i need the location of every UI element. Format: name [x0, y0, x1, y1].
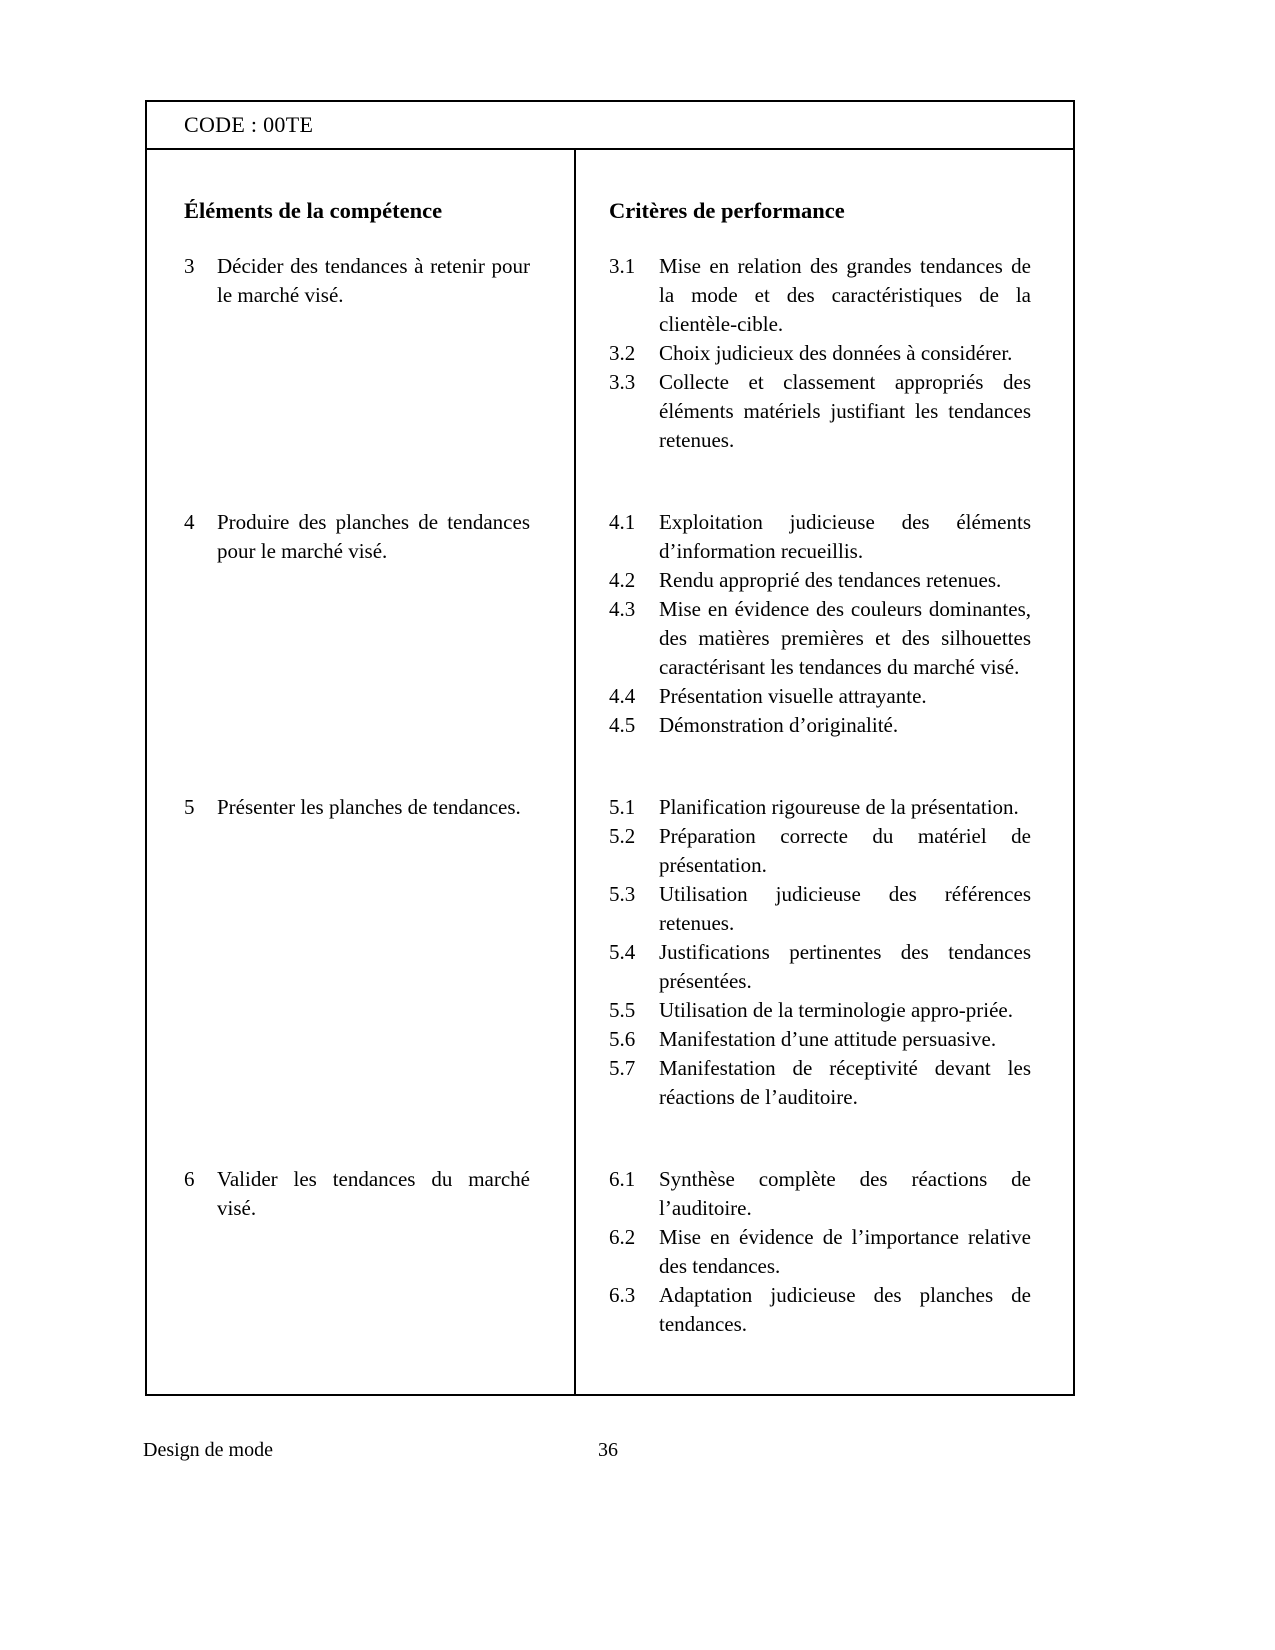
- left-column-header: [147, 150, 574, 226]
- criteria-group: [574, 482, 1073, 767]
- criterion-number: 3.1: [609, 254, 636, 278]
- criterion-number: 4.2: [609, 568, 636, 592]
- element-number: 6: [184, 1167, 195, 1191]
- element-row: [147, 226, 574, 482]
- criterion-text: Justifications pertinentes des tendances présentées.: [659, 940, 1031, 993]
- element-text: Valider les tendances du marché visé.: [217, 1167, 530, 1220]
- criterion-number: 4.5: [609, 713, 636, 737]
- criterion-number: 3.2: [609, 341, 636, 365]
- criterion-text: Rendu approprié des tendances retenues.: [659, 568, 1002, 592]
- criterion-number: 6.2: [609, 1225, 636, 1249]
- element-number: 3: [184, 254, 195, 278]
- column-divider: [574, 150, 576, 1394]
- criterion-row: [609, 508, 1031, 566]
- criterion-text: Présentation visuelle attrayante.: [659, 684, 927, 708]
- criterion-row: [609, 822, 1031, 880]
- criterion-number: 6.1: [609, 1167, 636, 1191]
- criteria-group: [574, 767, 1073, 1139]
- criterion-text: Choix judicieux des données à considérer.: [659, 341, 1013, 365]
- criteria-group: [574, 226, 1073, 482]
- criterion-number: 5.4: [609, 940, 636, 964]
- criterion-text: Adaptation judicieuse des planches de tendances.: [659, 1283, 1031, 1336]
- criteria-group: [574, 1139, 1073, 1366]
- criterion-number: 5.3: [609, 882, 636, 906]
- criterion-row: [609, 1281, 1031, 1339]
- code-header-row: [147, 102, 1073, 150]
- criterion-text: Planification rigoureuse de la présentation.: [659, 795, 1019, 819]
- criterion-number: 4.3: [609, 597, 636, 621]
- criterion-row: [609, 996, 1031, 1025]
- criterion-number: 5.2: [609, 824, 636, 848]
- page-footer: [0, 1437, 1275, 1467]
- criterion-text: Mise en évidence de l’importance relative des tendances.: [659, 1225, 1031, 1278]
- criterion-row: [609, 880, 1031, 938]
- criterion-text: Démonstration d’originalité.: [659, 713, 899, 737]
- criterion-number: 4.1: [609, 510, 636, 534]
- criterion-text: Manifestation d’une attitude persuasive.: [659, 1027, 997, 1051]
- element-number: 4: [184, 510, 195, 534]
- criterion-text: Préparation correcte du matériel de présentation.: [659, 824, 1031, 877]
- element-number: 5: [184, 795, 195, 819]
- criterion-text: Mise en relation des grandes tendances de la mode et des caractéristiques de la clientèle-cible.: [659, 254, 1031, 336]
- criterion-number: 4.4: [609, 684, 636, 708]
- element-row: [147, 1139, 574, 1366]
- right-column-header: [574, 150, 1073, 226]
- criterion-row: [609, 566, 1031, 595]
- footer-doc-title: Design de mode: [143, 1439, 273, 1461]
- criterion-row: [609, 368, 1031, 455]
- criterion-row: [609, 595, 1031, 682]
- criterion-text: Utilisation de la terminologie appro-priée.: [659, 998, 1013, 1022]
- criterion-text: Collecte et classement appropriés des éléments matériels justifiant les tendances retenues.: [659, 370, 1031, 452]
- criterion-row: [609, 252, 1031, 339]
- criterion-text: Exploitation judicieuse des éléments d’information recueillis.: [659, 510, 1031, 563]
- criterion-number: 5.7: [609, 1056, 636, 1080]
- criterion-row: [609, 1054, 1031, 1112]
- element-text: Présenter les planches de tendances.: [217, 795, 521, 819]
- criterion-row: [609, 1165, 1031, 1223]
- criterion-row: [609, 1223, 1031, 1281]
- criterion-text: Mise en évidence des couleurs dominantes, des matières premières et des silhouettes caractérisant les tendances du marché visé.: [659, 597, 1031, 679]
- criterion-number: 3.3: [609, 370, 636, 394]
- element-row: [147, 767, 574, 1139]
- criterion-text: Synthèse complète des réactions de l’auditoire.: [659, 1167, 1031, 1220]
- footer-page-number: 36: [598, 1439, 618, 1461]
- criterion-text: Utilisation judicieuse des références retenues.: [659, 882, 1031, 935]
- criterion-row: [609, 793, 1031, 822]
- criterion-number: 5.6: [609, 1027, 636, 1051]
- criterion-row: [609, 682, 1031, 711]
- criterion-row: [609, 339, 1031, 368]
- criterion-text: Manifestation de réceptivité devant les réactions de l’auditoire.: [659, 1056, 1031, 1109]
- element-text: Décider des tendances à retenir pour le marché visé.: [217, 254, 530, 307]
- criterion-number: 5.1: [609, 795, 636, 819]
- criterion-number: 6.3: [609, 1283, 636, 1307]
- criterion-row: [609, 711, 1031, 740]
- left-column-header-label: Éléments de la compétence: [184, 198, 443, 223]
- criterion-row: [609, 938, 1031, 996]
- element-row: [147, 482, 574, 767]
- table-body: [147, 150, 1073, 1394]
- element-text: Produire des planches de tendances pour le marché visé.: [217, 510, 530, 563]
- criterion-number: 5.5: [609, 998, 636, 1022]
- right-column-header-label: Critères de performance: [609, 198, 845, 223]
- code-label: CODE : 00TE: [184, 112, 314, 137]
- competency-table: [145, 100, 1075, 1396]
- criterion-row: [609, 1025, 1031, 1054]
